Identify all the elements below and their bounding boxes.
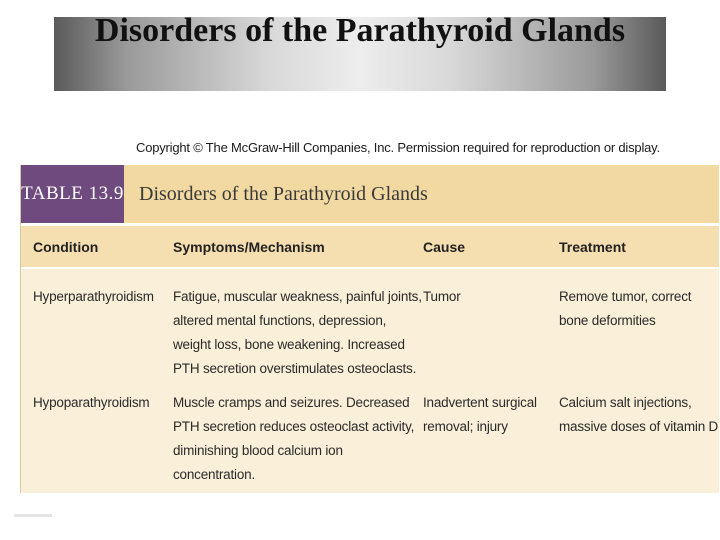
column-header-row	[21, 223, 719, 269]
row-condition: Hypoparathyroidism	[33, 395, 150, 410]
column-header-treatment: Treatment	[559, 239, 626, 255]
row-symptoms: Fatigue, muscular weakness, painful joints, altered mental functions, depression, weight loss, bone weakening. Increased PTH secretion overstimulates osteoclasts.	[173, 289, 422, 376]
column-header-condition: Condition	[33, 239, 99, 255]
row-treatment: Calcium salt injections, massive doses of vitamin D	[559, 395, 719, 434]
footer-mark	[14, 514, 52, 517]
column-header-symptoms: Symptoms/Mechanism	[173, 239, 325, 255]
table-caption: Disorders of the Parathyroid Glands	[139, 183, 428, 205]
table-header	[21, 165, 719, 223]
row-symptoms: Muscle cramps and seizures. Decreased PTH secretion reduces osteoclast activity, diminishing blood calcium ion concentration.	[173, 395, 415, 482]
row-condition: Hyperparathyroidism	[33, 289, 154, 304]
column-header-cause: Cause	[423, 239, 466, 255]
table-number: TABLE 13.9	[21, 165, 124, 223]
copyright-notice: Copyright © The McGraw-Hill Companies, Inc. Permission required for reproduction or display.	[136, 140, 660, 155]
row-treatment: Remove tumor, correct bone deformities	[559, 289, 692, 328]
slide-title: Disorders of the Parathyroid Glands	[94, 12, 626, 49]
row-cause: Inadvertent surgical removal; injury	[423, 395, 537, 434]
row-cause: Tumor	[423, 289, 461, 304]
disorders-table	[20, 165, 719, 493]
